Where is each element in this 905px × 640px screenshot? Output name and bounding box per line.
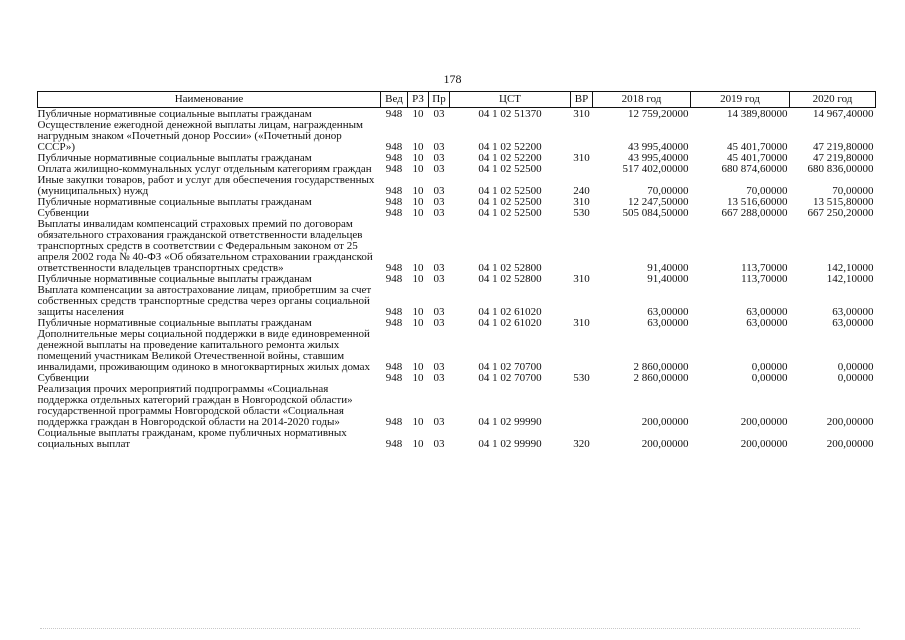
cell-ved: 948 bbox=[385, 185, 403, 197]
cell-y2018: 12 759,20000 bbox=[628, 108, 689, 120]
cell-cst: 04 1 02 52200 bbox=[478, 141, 542, 153]
cell-y2019: 45 401,70000 bbox=[727, 141, 788, 153]
header-vr: ВР bbox=[571, 92, 593, 108]
cell-vr bbox=[571, 219, 593, 274]
cell-cst: 04 1 02 99990 bbox=[478, 438, 542, 450]
header-name: Наименование bbox=[38, 92, 381, 108]
header-2020: 2020 год bbox=[790, 92, 876, 108]
cell-y2020: 142,10000 bbox=[826, 273, 874, 285]
cell-rz: 10 bbox=[412, 306, 424, 318]
cell-rz: 10 bbox=[412, 262, 424, 274]
cell-name: Дополнительные меры социальной поддержки в виде единовременной денежной выплаты на проведение капитального ремонта жилых помещений участникам Великой Отечественной войны, ставшим инвалидами, проживающим одиноко в многоквартирных жилых домах bbox=[37, 328, 371, 373]
cell-y2018: 63,00000 bbox=[647, 317, 689, 329]
cell-ved: 948 bbox=[385, 416, 403, 428]
cell-y2020: 680 836,00000 bbox=[807, 163, 874, 175]
cell-vr: 310 bbox=[573, 317, 590, 329]
cell-ved: 948 bbox=[385, 207, 403, 219]
budget-table bbox=[37, 91, 876, 450]
cell-y2018: 2 860,00000 bbox=[633, 361, 689, 373]
cell-cst: 04 1 02 99990 bbox=[478, 416, 542, 428]
cell-rz: 10 bbox=[412, 163, 424, 175]
cell-name: Иные закупки товаров, работ и услуг для обеспечения государственных (муниципальных) нужд bbox=[37, 174, 375, 197]
cell-y2018: 2 860,00000 bbox=[633, 372, 689, 384]
cell-pr: 03 bbox=[433, 372, 445, 384]
cell-y2020: 200,00000 bbox=[826, 438, 874, 450]
cell-ved: 948 bbox=[385, 317, 403, 329]
cell-y2020: 0,00000 bbox=[837, 372, 874, 384]
cell-cst: 04 1 02 52500 bbox=[478, 185, 542, 197]
cell-pr: 03 bbox=[433, 163, 445, 175]
cell-y2018: 43 995,40000 bbox=[628, 152, 689, 164]
cell-y2019: 0,00000 bbox=[751, 372, 788, 384]
cell-y2019: 113,70000 bbox=[741, 262, 788, 274]
cell-rz: 10 bbox=[412, 361, 424, 373]
cell-y2020: 14 967,40000 bbox=[813, 108, 874, 120]
cell-pr: 03 bbox=[433, 196, 445, 208]
cell-ved: 948 bbox=[385, 141, 403, 153]
cell-y2018: 12 247,50000 bbox=[628, 196, 689, 208]
table-row bbox=[38, 428, 876, 450]
cell-y2020: 47 219,80000 bbox=[813, 152, 874, 164]
cell-y2019: 70,00000 bbox=[746, 185, 788, 197]
cell-ved: 948 bbox=[385, 361, 403, 373]
cell-y2019: 680 874,60000 bbox=[721, 163, 788, 175]
cell-y2019: 14 389,80000 bbox=[727, 108, 788, 120]
cell-ved: 948 bbox=[385, 152, 403, 164]
cell-pr: 03 bbox=[433, 361, 445, 373]
cell-pr: 03 bbox=[433, 185, 445, 197]
header-2019: 2019 год bbox=[691, 92, 790, 108]
cell-pr: 03 bbox=[433, 306, 445, 318]
cell-rz: 10 bbox=[412, 141, 424, 153]
header-pr: Пр bbox=[429, 92, 450, 108]
header-2018: 2018 год bbox=[593, 92, 691, 108]
cell-vr: 310 bbox=[573, 196, 590, 208]
cell-rz: 10 bbox=[412, 273, 424, 285]
cell-ved: 948 bbox=[385, 372, 403, 384]
table-row bbox=[38, 329, 876, 373]
cell-y2020: 142,10000 bbox=[826, 262, 874, 274]
cell-pr: 03 bbox=[433, 416, 445, 428]
cell-y2018: 63,00000 bbox=[647, 306, 689, 318]
cell-ved: 948 bbox=[385, 262, 403, 274]
cell-cst: 04 1 02 51370 bbox=[478, 108, 542, 120]
cell-y2020: 47 219,80000 bbox=[813, 141, 874, 153]
table-header-row bbox=[38, 92, 876, 108]
cell-y2018: 70,00000 bbox=[647, 185, 689, 197]
cell-y2018: 91,40000 bbox=[647, 262, 689, 274]
cell-cst: 04 1 02 52500 bbox=[478, 196, 542, 208]
cell-rz: 10 bbox=[412, 108, 424, 120]
cell-rz: 10 bbox=[412, 185, 424, 197]
cell-rz: 10 bbox=[412, 207, 424, 219]
cell-pr: 03 bbox=[433, 108, 445, 120]
table-row bbox=[38, 384, 876, 428]
cell-ved: 948 bbox=[385, 196, 403, 208]
cell-cst: 04 1 02 52800 bbox=[478, 273, 542, 285]
cell-vr: 530 bbox=[573, 372, 590, 384]
scan-artifact-line bbox=[40, 628, 860, 630]
cell-pr: 03 bbox=[433, 273, 445, 285]
cell-pr: 03 bbox=[433, 141, 445, 153]
cell-cst: 04 1 02 70700 bbox=[478, 361, 542, 373]
cell-pr: 03 bbox=[433, 438, 445, 450]
cell-y2018: 91,40000 bbox=[647, 273, 689, 285]
cell-vr bbox=[571, 285, 593, 318]
cell-ved: 948 bbox=[385, 306, 403, 318]
cell-pr: 03 bbox=[433, 207, 445, 219]
table-row bbox=[38, 219, 876, 274]
cell-cst: 04 1 02 61020 bbox=[478, 306, 542, 318]
cell-name: Публичные нормативные социальные выплаты гражданам bbox=[37, 273, 312, 285]
cell-vr: 320 bbox=[573, 438, 590, 450]
cell-vr bbox=[571, 329, 593, 373]
table-row bbox=[38, 120, 876, 153]
cell-y2019: 63,00000 bbox=[746, 317, 788, 329]
cell-name: Выплата компенсации за автострахование лицам, приобретшим за счет собственных средств транспортные средства через органы социальной защиты населения bbox=[37, 284, 372, 318]
table-row bbox=[38, 285, 876, 318]
cell-vr: 240 bbox=[573, 185, 590, 197]
cell-y2019: 200,00000 bbox=[740, 438, 788, 450]
cell-cst: 04 1 02 61020 bbox=[478, 317, 542, 329]
cell-y2018: 517 402,00000 bbox=[622, 163, 689, 175]
cell-name: Реализация прочих мероприятий подпрограммы «Социальная поддержка отдельных категорий граждан в Новгородской области» государственной программы Новгородской области «Социальная поддержка граждан в Новгородской области на 2014-2020 годы» bbox=[37, 383, 353, 428]
cell-y2018: 200,00000 bbox=[641, 416, 689, 428]
cell-cst: 04 1 02 70700 bbox=[478, 372, 542, 384]
cell-pr: 03 bbox=[433, 262, 445, 274]
table-row bbox=[38, 175, 876, 197]
cell-y2019: 13 516,60000 bbox=[727, 196, 788, 208]
cell-vr: 310 bbox=[573, 273, 590, 285]
cell-name: Публичные нормативные социальные выплаты гражданам bbox=[37, 152, 312, 164]
cell-rz: 10 bbox=[412, 438, 424, 450]
cell-y2018: 505 084,50000 bbox=[622, 207, 689, 219]
cell-rz: 10 bbox=[412, 196, 424, 208]
cell-name: Осуществление ежегодной денежной выплаты лицам, награжденным нагрудным знаком «Почетный донор России» («Почетный донор СССР») bbox=[37, 119, 363, 153]
cell-ved: 948 bbox=[385, 108, 403, 120]
cell-rz: 10 bbox=[412, 416, 424, 428]
cell-y2020: 63,00000 bbox=[832, 306, 874, 318]
cell-cst: 04 1 02 52500 bbox=[478, 163, 542, 175]
cell-y2018: 43 995,40000 bbox=[628, 141, 689, 153]
cell-rz: 10 bbox=[412, 317, 424, 329]
cell-ved: 948 bbox=[385, 163, 403, 175]
cell-y2020: 13 515,80000 bbox=[813, 196, 874, 208]
cell-y2019: 63,00000 bbox=[746, 306, 788, 318]
cell-name: Социальные выплаты гражданам, кроме публичных нормативных социальных выплат bbox=[37, 427, 347, 450]
cell-y2018: 200,00000 bbox=[641, 438, 689, 450]
header-rz: РЗ bbox=[408, 92, 429, 108]
cell-cst: 04 1 02 52800 bbox=[478, 262, 542, 274]
cell-y2020: 70,00000 bbox=[832, 185, 874, 197]
cell-y2019: 0,00000 bbox=[751, 361, 788, 373]
cell-vr: 310 bbox=[573, 108, 590, 120]
cell-cst: 04 1 02 52200 bbox=[478, 152, 542, 164]
cell-vr: 310 bbox=[573, 152, 590, 164]
cell-rz: 10 bbox=[412, 372, 424, 384]
header-cst: ЦСТ bbox=[450, 92, 571, 108]
cell-ved: 948 bbox=[385, 438, 403, 450]
cell-name: Публичные нормативные социальные выплаты гражданам bbox=[37, 108, 312, 120]
cell-y2019: 667 288,00000 bbox=[721, 207, 788, 219]
cell-y2020: 0,00000 bbox=[837, 361, 874, 373]
cell-vr: 530 bbox=[573, 207, 590, 219]
cell-ved: 948 bbox=[385, 273, 403, 285]
cell-vr bbox=[571, 384, 593, 428]
cell-name: Выплаты инвалидам компенсаций страховых премий по договорам обязательного страхования гражданской ответственности владельцев транспортных средств в соответствии с Федеральным законом от 25 апреля 2002 года № 40-ФЗ «Об обязательном страховании гражданской ответственности владельцев транспортных средств» bbox=[37, 218, 373, 274]
cell-pr: 03 bbox=[433, 152, 445, 164]
cell-name: Субвенции bbox=[37, 372, 90, 384]
page-number: 178 bbox=[443, 72, 462, 86]
cell-y2020: 63,00000 bbox=[832, 317, 874, 329]
cell-name: Субвенции bbox=[37, 207, 90, 219]
cell-pr: 03 bbox=[433, 317, 445, 329]
cell-y2019: 113,70000 bbox=[741, 273, 788, 285]
cell-cst: 04 1 02 52500 bbox=[478, 207, 542, 219]
cell-vr bbox=[571, 164, 593, 175]
cell-y2020: 667 250,20000 bbox=[807, 207, 874, 219]
header-ved: Вед bbox=[381, 92, 408, 108]
cell-vr bbox=[571, 120, 593, 153]
cell-y2019: 200,00000 bbox=[740, 416, 788, 428]
cell-name: Публичные нормативные социальные выплаты гражданам bbox=[37, 196, 312, 208]
cell-rz: 10 bbox=[412, 152, 424, 164]
cell-y2020: 200,00000 bbox=[826, 416, 874, 428]
cell-y2019: 45 401,70000 bbox=[727, 152, 788, 164]
cell-name: Публичные нормативные социальные выплаты гражданам bbox=[37, 317, 312, 329]
cell-name: Оплата жилищно-коммунальных услуг отдельным категориям граждан bbox=[37, 163, 372, 175]
